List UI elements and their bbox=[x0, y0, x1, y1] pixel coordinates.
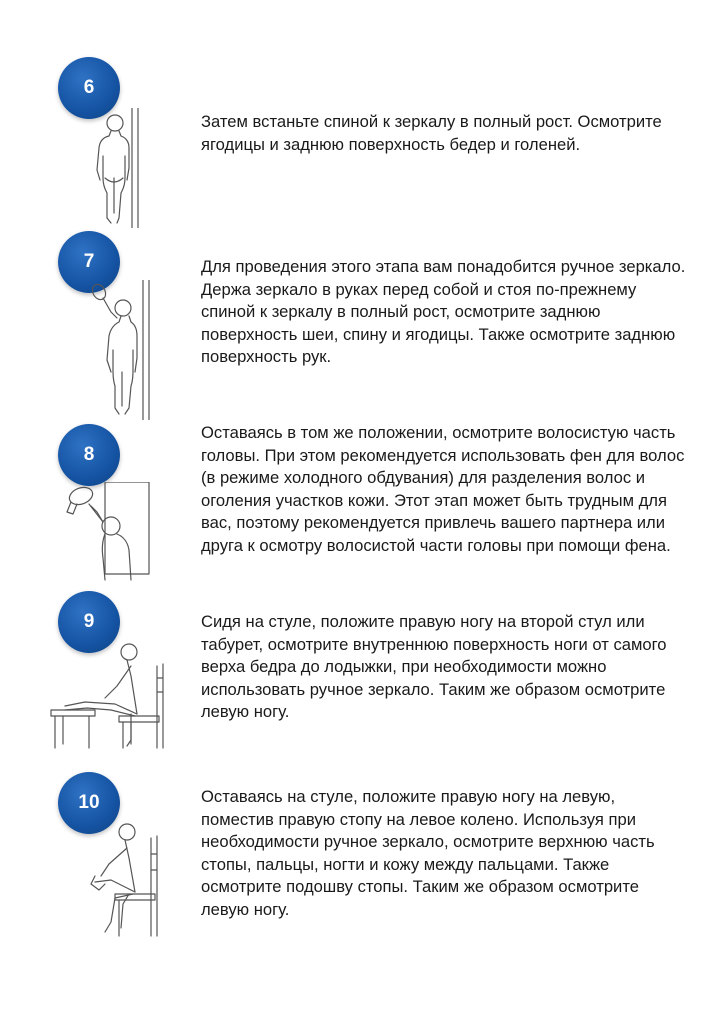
step-number: 10 bbox=[78, 792, 100, 813]
step-number: 8 bbox=[83, 444, 95, 465]
hand-mirror-back-check-icon bbox=[45, 280, 165, 420]
seated-foot-check-icon bbox=[45, 818, 165, 938]
step-text: Сидя на стуле, положите правую ногу на второй стул или табурет, осмотрите внутреннюю поверхность ноги от самого верха бедра до лодыжки, при необходимости можно использовать ручное зеркало. Таким же образом осмотрите левую ногу. bbox=[201, 612, 667, 721]
step-text: Для проведения этого этапа вам понадобится ручное зеркало. Держа зеркало в руках перед собой и стоя по-прежнему спиной к зеркалу в полный рост, осмотрите заднюю поверхность шеи, спину и ягодицы. Также осмотрите заднюю поверхность рук. bbox=[201, 257, 686, 366]
step-number: 7 bbox=[83, 251, 95, 272]
step-number: 6 bbox=[83, 77, 95, 98]
step-text: Оставаясь на стуле, положите правую ногу на левую, поместив правую стопу на левое колено. Используя при необходимости ручное зеркало, осмотрите верхнюю часть стопы, пальцы, ногти и кожу между пальцами. Также осмотрите подошву стопы. Таким же образом осмотрите левую ногу. bbox=[201, 787, 655, 919]
seated-leg-check-icon bbox=[45, 636, 175, 751]
step-text: Оставаясь в том же положении, осмотрите волосистую часть головы. При этом рекомендуется использовать фен для волос (в режиме холодного обдувания) для разделения волос и оголения участков кожи. Этот этап может быть трудным для вас, поэтому рекомендуется привлечь вашего партнера или друга к осмотру волосистой части головы при помощи фена. bbox=[201, 423, 685, 555]
step-number: 9 bbox=[83, 611, 95, 632]
step-number-badge bbox=[58, 424, 120, 486]
step-text: Затем встаньте спиной к зеркалу в полный рост. Осмотрите ягодицы и заднюю поверхность бедер и голеней. bbox=[201, 112, 662, 154]
hair-dryer-scalp-check-icon bbox=[45, 482, 165, 582]
standing-back-to-mirror-icon bbox=[45, 108, 165, 228]
